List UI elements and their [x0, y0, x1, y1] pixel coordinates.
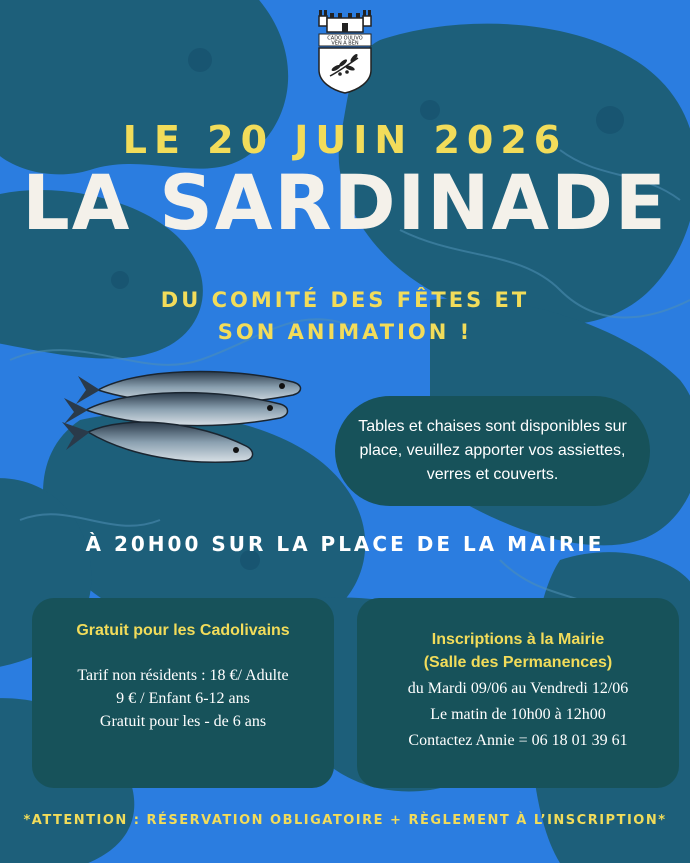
pricing-line: Gratuit pour les - de 6 ans — [99, 713, 267, 730]
registration-title-line-2: (Salle des Permanences) — [423, 654, 613, 671]
sardines-illustration — [58, 360, 308, 490]
pricing-title: Gratuit pour les Cadolivains — [76, 622, 290, 639]
registration-panel — [357, 598, 679, 788]
footer-notice: *ATTENTION : RÉSERVATION OBLIGATOIRE + RÈGLEMENT À L’INSCRIPTION* — [23, 813, 667, 828]
crest-text-line2: VEN A BEN — [331, 40, 359, 47]
info-bubble-text: Tables et chaises sont disponibles sur place, veuillez apporter vos assiettes, verres et couverts. — [358, 418, 627, 483]
registration-title — [357, 628, 679, 674]
crest-text-line1: CADO OULIVO — [327, 35, 363, 42]
pricing-panel — [32, 598, 334, 788]
pricing-line: 9 € / Enfant 6-12 ans — [116, 690, 250, 707]
registration-line: Le matin de 10h00 à 12h00 — [430, 706, 606, 723]
subtitle-line-1: DU COMITÉ DES FÊTES ET — [160, 288, 530, 312]
registration-title-line-1: Inscriptions à la Mairie — [431, 631, 605, 648]
registration-line: du Mardi 09/06 au Vendredi 12/06 — [407, 680, 629, 697]
registration-details — [357, 676, 679, 754]
pricing-line: Tarif non résidents : 18 €/ Adulte — [77, 667, 289, 684]
event-location: À 20H00 SUR LA PLACE DE LA MAIRIE — [85, 532, 605, 556]
pricing-details — [32, 664, 334, 733]
info-bubble — [335, 396, 650, 506]
event-date: LE 20 JUIN 2026 — [122, 118, 568, 162]
subtitle-line-2: SON ANIMATION ! — [217, 320, 473, 344]
event-subtitle — [0, 284, 690, 348]
town-crest-logo — [316, 6, 374, 94]
event-title: LA SARDINADE — [22, 158, 668, 247]
sardine-bottom — [62, 422, 253, 462]
registration-line: Contactez Annie = 06 18 01 39 61 — [408, 732, 628, 749]
